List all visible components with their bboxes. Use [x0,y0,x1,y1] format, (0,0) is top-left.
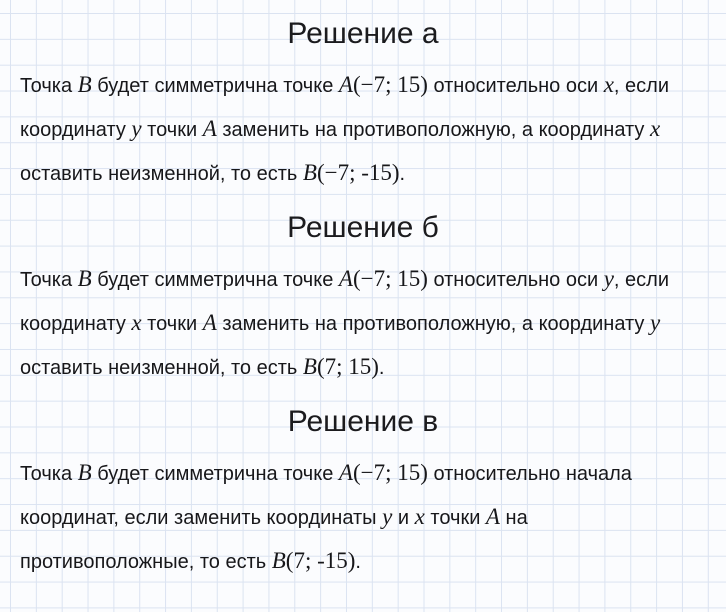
text-segment: Точка [20,463,78,485]
text-segment: будет симметрична точке [91,463,339,485]
math-variable: B [271,548,286,573]
text-line [20,496,706,540]
solution-section [20,400,706,584]
math-variable: A [338,266,353,291]
math-variable: x [131,310,142,335]
math-group: (−7; 15) [352,72,428,97]
math-variable: y [131,116,142,141]
text-line [20,346,706,390]
math-variable: x [414,504,425,529]
text-segment: . [378,357,385,379]
section-body [20,258,706,390]
text-line [20,302,706,346]
text-line [20,64,706,108]
math-variable: B [302,160,317,185]
text-segment: . [355,551,361,573]
math-variable: B [77,72,92,97]
text-segment: координату [20,313,132,335]
text-segment: оставить неизменной, то есть [20,163,303,185]
math-variable: B [77,460,92,485]
text-segment: , если [613,75,669,97]
text-segment: оставить неизменной, то есть [20,357,303,379]
text-segment: точки [424,507,486,529]
math-variable: A [202,310,217,335]
math-variable: y [649,310,661,335]
math-variable: y [603,266,614,291]
math-group: (7; -15) [285,548,356,573]
text-segment: координат, если заменить координаты [20,507,383,529]
text-segment: Точка [20,269,78,291]
solution-section [20,12,706,196]
section-body [20,452,706,584]
section-heading: Решение в [287,405,439,438]
text-segment: точки [141,119,203,141]
page [0,12,726,612]
text-line [20,452,706,496]
math-variable: y [382,504,393,529]
math-variable: A [338,460,353,485]
math-group: (−7; 15) [352,266,428,291]
math-group: (−7; -15) [316,160,400,185]
text-segment: противоположные, то есть [20,551,272,573]
math-variable: A [485,504,500,529]
math-variable: A [338,72,353,97]
text-segment: . [399,163,406,185]
math-variable: B [77,266,92,291]
text-segment: на [499,507,528,529]
text-segment: заменить на противоположную, а координату [216,119,650,141]
text-segment: будет симметрична точке [91,75,339,97]
text-segment: заменить на противоположную, а координату [216,313,650,335]
text-segment: относительно оси [427,269,604,291]
text-line [20,152,706,196]
math-group: (7; 15) [316,354,379,379]
solution-section [20,206,706,390]
math-variable: x [603,72,614,97]
text-segment: , если [613,269,669,291]
text-segment: относительно оси [427,75,604,97]
section-heading: Решение б [287,211,439,244]
text-segment: координату [20,119,132,141]
math-group: (−7; 15) [352,460,428,485]
text-line [20,108,706,152]
math-variable: A [202,116,217,141]
text-line [20,540,706,584]
solutions-document [0,12,726,584]
text-segment: будет симметрична точке [91,269,339,291]
section-heading: Решение а [287,17,439,50]
math-variable: B [302,354,317,379]
text-segment: точки [141,313,203,335]
text-segment: и [392,507,415,529]
text-line [20,258,706,302]
text-segment: относительно начала [427,463,632,485]
text-segment: Точка [20,75,78,97]
math-variable: x [649,116,661,141]
section-body [20,64,706,196]
